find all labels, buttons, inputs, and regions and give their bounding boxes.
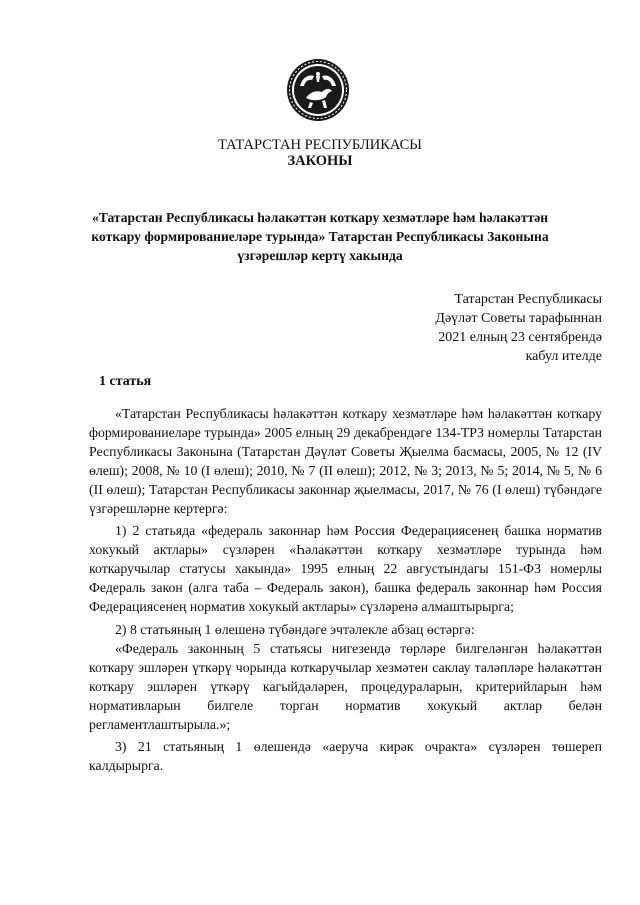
adoption-note bbox=[435, 290, 602, 366]
amendment-item-3 bbox=[89, 737, 602, 775]
quoted-paragraph: «Федераль законның 5 статьясы нигезендә төрләре билгеләнгән һәлакәттән коткару эшләрен үткәрү чорында коткаручылар хезмәтен саклау таләпләре һәлакәттән коткару эшләрен үткәрү кагыйдәләрен, процедураларын, критерийларын һәм нормативларын билгеле торган норматив хокукый актлар белән регламентлаштырыла.»; bbox=[89, 641, 602, 732]
paragraph-text: 2) 8 статьяның 1 өлешенә түбәндәге эчтәлекле абзац өстәргә: bbox=[115, 622, 475, 637]
paragraph-text: 1) 2 статьяда «федераль законнар һәм Россия Федерациясенең башка норматив хокукый актлары» сүзләрен «Һәлакәттән коткару хезмәтләре турында һәм коткаручылар статусы хакында» 1995 елның 22 августындагы 151-ФЗ номерлы Федераль закон (алга таба – Федераль закон), башка федераль законнар һәм Россия Федерациясенең норматив хокукый актлары» сүзләренә алмаштырырга; bbox=[89, 523, 602, 614]
law-title-line: үзгәрешләр кертү хакында bbox=[237, 248, 403, 263]
article-heading: 1 статья bbox=[99, 374, 152, 389]
republic-heading: ТАТАРСТАН РЕСПУБЛИКАСЫ bbox=[218, 137, 422, 153]
amendment-item-1 bbox=[89, 521, 602, 616]
law-heading: ЗАКОНЫ bbox=[287, 153, 353, 169]
paragraph-text: 3) 21 статьяның 1 өлешендә «аеруча кирәк очракта» сүзләрен төшереп калдырырга. bbox=[89, 739, 602, 773]
intro-paragraph bbox=[89, 404, 602, 518]
adoption-line: 2021 елның 23 сентябрендә bbox=[438, 330, 602, 345]
coat-of-arms-icon bbox=[286, 58, 350, 122]
adoption-line: Дәүләт Советы тарафыннан bbox=[435, 311, 602, 326]
law-title bbox=[70, 208, 570, 265]
amendment-item-2 bbox=[89, 620, 602, 734]
law-title-line: «Татарстан Республикасы һәлакәттән коткару хезмәтләре һәм һәлакәттән bbox=[91, 210, 549, 225]
adoption-line: кабул ителде bbox=[525, 349, 602, 364]
paragraph-text: «Татарстан Республикасы һәлакәттән коткару хезмәтләре һәм һәлакәттән коткару формированиеләре турында» 2005 елның 29 декабрендәге 134-ТРЗ номерлы Татарстан Республикасы Законына (Татарстан Дәүләт Советы Җыелма басмасы, 2005, № 12 (IV өлеш); 2008, № 10 (I өлеш); 2010, № 7 (II өлеш); 2012, № 3; 2013, № 5; 2014, № 5, № 6 (II өлеш); Татарстан Республикасы законнар җыелмасы, 2017, № 76 (I өлеш) түбәндәге үзгәрешләрне кертергә: bbox=[89, 406, 602, 516]
law-title-line: коткару формированиеләре турында» Татарстан Республикасы Законына bbox=[91, 229, 549, 244]
adoption-line: Татарстан Республикасы bbox=[454, 292, 602, 307]
